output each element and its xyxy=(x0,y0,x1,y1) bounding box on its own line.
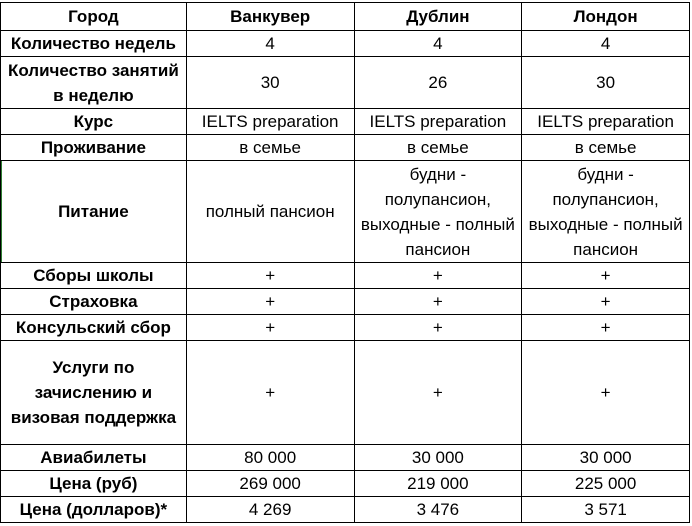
cell-value: 4 xyxy=(522,31,690,57)
table-row xyxy=(1,445,690,471)
cell-value: 30 000 xyxy=(522,445,690,471)
cell-value: 3 571 xyxy=(522,497,690,523)
cell-value: 219 000 xyxy=(354,471,522,497)
header-row xyxy=(1,3,690,31)
cell-value: 3 476 xyxy=(354,497,522,523)
cell-value: будни - полупансион, выходные - полный пансион xyxy=(522,161,690,263)
cell-value: 4 269 xyxy=(186,497,354,523)
cell-value: 30 xyxy=(522,57,690,109)
cell-value: 4 xyxy=(186,31,354,57)
cell-value: IELTS preparation xyxy=(354,109,522,135)
cell-value: в семье xyxy=(186,135,354,161)
header-label: Город xyxy=(1,3,187,31)
cell-value: полный пансион xyxy=(186,161,354,263)
row-label: Авиабилеты xyxy=(1,445,187,471)
cell-value: IELTS preparation xyxy=(522,109,690,135)
cell-value: + xyxy=(186,263,354,289)
cell-value: в семье xyxy=(354,135,522,161)
cell-value: + xyxy=(354,263,522,289)
row-label: Услуги по зачислению и визовая поддержка xyxy=(1,341,187,445)
table-row xyxy=(1,109,690,135)
table-row xyxy=(1,341,690,445)
cell-value: 26 xyxy=(354,57,522,109)
table-row xyxy=(1,135,690,161)
row-label: Проживание xyxy=(1,135,187,161)
cell-value: + xyxy=(186,315,354,341)
cell-value: будни - полупансион, выходные - полный пансион xyxy=(354,161,522,263)
row-label: Цена (долларов)* xyxy=(1,497,187,523)
cell-value: 30 xyxy=(186,57,354,109)
cell-value: + xyxy=(522,315,690,341)
table-row xyxy=(1,263,690,289)
comparison-table xyxy=(0,2,690,523)
cell-value: + xyxy=(522,263,690,289)
cell-value: + xyxy=(522,341,690,445)
row-label: Питание xyxy=(1,161,187,263)
table-row xyxy=(1,31,690,57)
row-label: Курс xyxy=(1,109,187,135)
row-label: Цена (руб) xyxy=(1,471,187,497)
cell-value: + xyxy=(354,341,522,445)
header-city-dublin: Дублин xyxy=(354,3,522,31)
table-row xyxy=(1,57,690,109)
table-row xyxy=(1,161,690,263)
table-row xyxy=(1,471,690,497)
cell-value: 269 000 xyxy=(186,471,354,497)
cell-value: 80 000 xyxy=(186,445,354,471)
table-row xyxy=(1,497,690,523)
cell-value: + xyxy=(354,289,522,315)
row-label: Страховка xyxy=(1,289,187,315)
table-row xyxy=(1,315,690,341)
header-city-vancouver: Ванкувер xyxy=(186,3,354,31)
row-label: Количество недель xyxy=(1,31,187,57)
cell-value: + xyxy=(186,289,354,315)
header-city-london: Лондон xyxy=(522,3,690,31)
row-label: Количество занятий в неделю xyxy=(1,57,187,109)
cell-value: + xyxy=(522,289,690,315)
cell-value: 30 000 xyxy=(354,445,522,471)
row-label: Сборы школы xyxy=(1,263,187,289)
row-label: Консульский сбор xyxy=(1,315,187,341)
cell-value: в семье xyxy=(522,135,690,161)
cell-value: + xyxy=(354,315,522,341)
cell-value: 4 xyxy=(354,31,522,57)
cell-value: IELTS preparation xyxy=(186,109,354,135)
table-row xyxy=(1,289,690,315)
cell-value: 225 000 xyxy=(522,471,690,497)
cell-value: + xyxy=(186,341,354,445)
